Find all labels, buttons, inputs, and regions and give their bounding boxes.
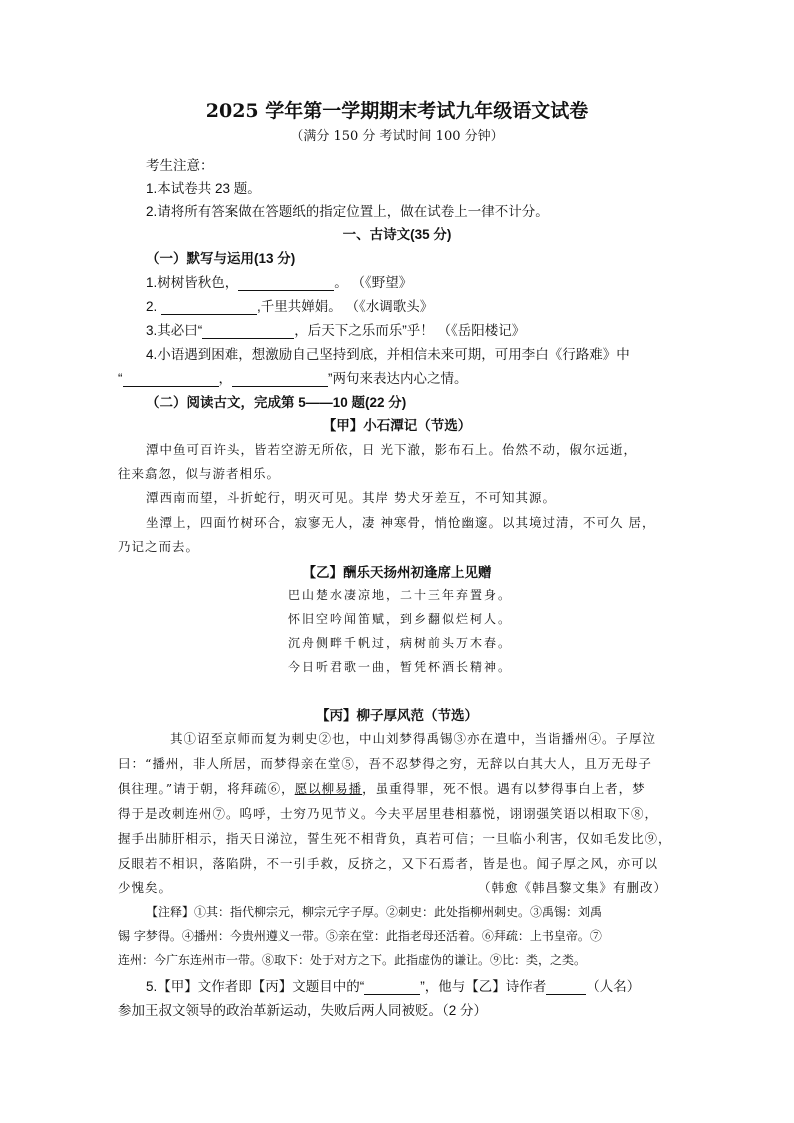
answer-blank <box>546 980 586 995</box>
passage-bing-text: 俱往理。”请于朝，将拜疏⑥， <box>118 781 295 796</box>
notice-item-2: 2.请将所有答案做在答题纸的指定位置上，做在试卷上一律不计分。 <box>146 204 549 219</box>
passage-jia-title: 【甲】小石潭记（节选） <box>322 418 472 433</box>
poem-yi-line: 巴山楚水凄凉地，二十三年弃置身。 <box>288 588 513 602</box>
passage-bing-line: 少愧矣。 <box>118 880 173 895</box>
question-4-line-2 <box>118 367 468 387</box>
passage-jia-line: 坐潭上，四面竹树环合，寂寥无人，凄 神寒骨，悄怆幽邃。以其境过清，不可久 居， <box>146 515 656 530</box>
notes-line: 锡 字梦得。④播州：今贵州遵义一带。⑤亲在堂：此指老母还活着。⑥拜疏：上书皇帝。⑦ <box>118 929 602 943</box>
question-5-text-c: （人名） <box>586 979 641 994</box>
question-5-line-1 <box>146 975 640 995</box>
question-2-text-a: 2. <box>146 299 162 314</box>
notes-line: 连州：今广东连州市一带。⑧取下：处于对方之下。此指虚伪的谦让。⑨比：类，之类。 <box>118 953 587 967</box>
question-4-line-1: 4.小语遇到困难，想激励自己坚持到底，并相信未来可期，可用李白《行路难》中 <box>146 347 630 362</box>
question-4-text-a: “ <box>118 371 123 386</box>
question-4-text-c: ”两句来表达内心之情。 <box>328 371 468 386</box>
passage-bing-line: 其①诏至京师而复为刺史②也，中山刘梦得禹锡③亦在遣中，当诣播州④。子厚泣 <box>170 731 657 746</box>
question-3-text-a: 3.其必曰“ <box>146 323 203 338</box>
underlined-phrase: 愿以柳易播 <box>294 781 363 796</box>
poem-yi-title: 【乙】酬乐天扬州初逢席上见赠 <box>302 565 492 580</box>
passage-bing-source: （韩愈《韩昌黎文集》有删改） <box>478 880 668 895</box>
question-5-text-b: ”，他与【乙】诗作者 <box>420 979 547 994</box>
question-4-text-b: ， <box>218 371 232 386</box>
question-5-text-a: 5.【甲】文作者即【丙】文题目中的“ <box>146 979 365 994</box>
question-3-text-b: ，后天下之乐而乐”乎！ （《岳阳楼记》 <box>294 323 526 338</box>
notes-line: 【注释】①其：指代柳宗元，柳宗元字子厚。②刺史：此处指柳州刺史。③禹锡：刘禹 <box>146 905 603 919</box>
answer-blank <box>364 980 420 995</box>
answer-blank <box>161 300 257 315</box>
passage-jia-line: 往来翕忽，似与游者相乐。 <box>118 466 281 481</box>
passage-bing-line: 反眼若不相识，落陷阱，不一引手救，反挤之，又下石焉者，皆是也。闻子厚之风，亦可以 <box>118 856 659 871</box>
question-2-text-b: ,千里共婵娟。 （《水调歌头》 <box>257 299 434 314</box>
question-3 <box>146 319 525 339</box>
part-1-title: （一）默写与运用(13 分) <box>146 251 296 266</box>
passage-bing-line: 握手出肺肝相示，指天日涕泣，誓生死不相背负，真若可信；一旦临小利害，仅如毛发比⑨， <box>118 831 672 846</box>
passage-jia-line: 潭西南而望，斗折蛇行，明灭可见。其岸 势犬牙差互，不可知其源。 <box>146 490 556 505</box>
passage-bing-title: 【丙】柳子厚风范（节选） <box>316 708 478 723</box>
answer-blank <box>232 372 328 387</box>
passage-bing-text: ，虽重得罪，死不恨。遇有以梦得事白上者，梦 <box>362 781 646 796</box>
part-2-title: （二）阅读古文，完成第 5——10 题(22 分) <box>146 395 407 410</box>
question-1-text-a: 1.树树皆秋色， <box>146 275 239 290</box>
passage-jia-line: 乃记之而去。 <box>118 539 200 554</box>
exam-title: 2025 学年第一学期期末考试九年级语文试卷 <box>205 100 589 122</box>
passage-bing-line: 曰：“播州，非人所居，而梦得亲在堂⑤，吾不忍梦得之穷，无辞以白其大人，且万无母子 <box>118 756 652 771</box>
poem-yi-line: 今日听君歌一曲，暂凭杯酒长精神。 <box>288 660 513 674</box>
question-1-text-b: 。 （《野望》 <box>334 275 413 290</box>
answer-blank <box>238 276 334 291</box>
passage-jia-line: 潭中鱼可百许头，皆若空游无所依，日 光下澈，影布石上。佁然不动，俶尔远逝， <box>146 442 637 457</box>
answer-blank <box>123 372 219 387</box>
section-1-title: 一、古诗文(35 分) <box>342 227 452 242</box>
notice-item-1: 1.本试卷共 23 题。 <box>146 181 261 196</box>
question-1 <box>146 271 412 291</box>
passage-bing-line <box>118 779 646 797</box>
question-2 <box>146 295 433 315</box>
poem-yi-line: 怀旧空吟闻笛赋，到乡翻似烂柯人。 <box>288 612 513 626</box>
question-5-line-2: 参加王叔文领导的政治革新运动，失败后两人同被贬。（2 分） <box>118 1003 488 1018</box>
passage-bing-line: 得于是改刺连州⑦。呜呼，士穷乃见节义。今夫平居里巷相慕悦，诩诩强笑语以相取下⑧， <box>118 806 659 821</box>
poem-yi-line: 沉舟侧畔千帆过，病树前头万木春。 <box>288 636 513 650</box>
answer-blank <box>202 324 294 339</box>
exam-subtitle: （满分 150 分 考试时间 100 分钟） <box>290 129 504 144</box>
notice-heading: 考生注意： <box>146 158 214 173</box>
